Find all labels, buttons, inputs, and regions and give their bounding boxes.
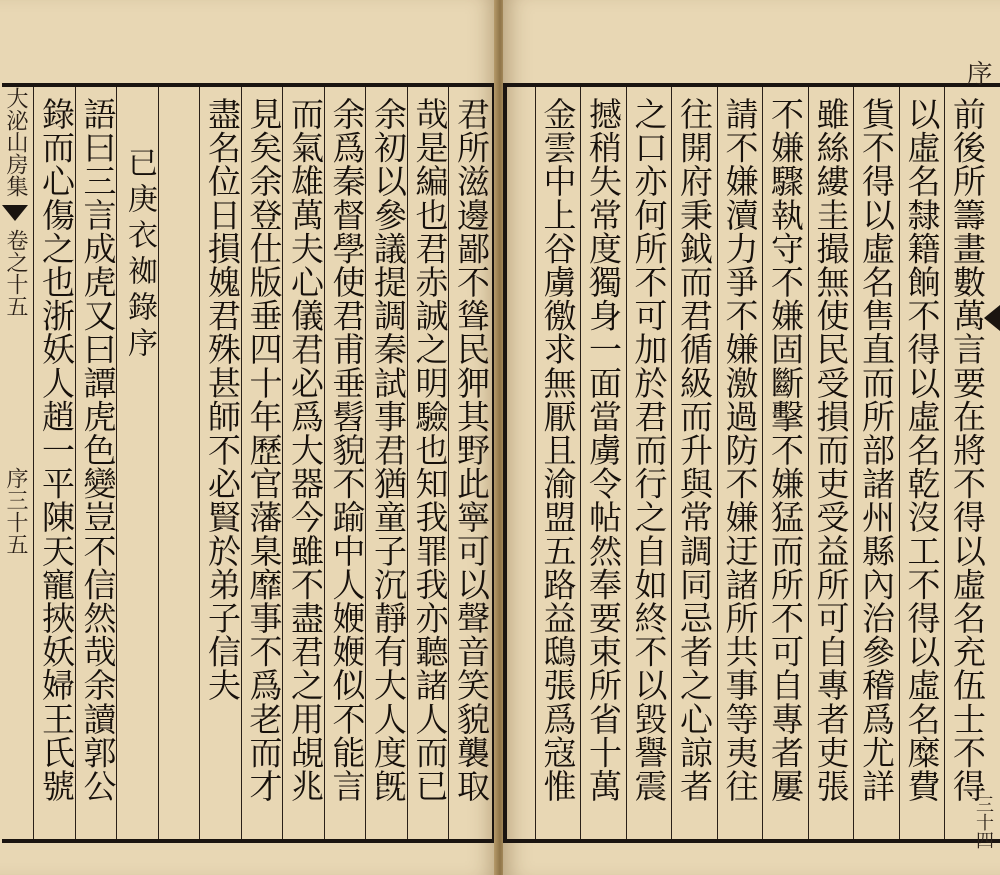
column-text: 而氣雄萬夫心儀君必爲大器今雖不盡君之用覘兆 xyxy=(286,97,325,803)
column-text: 雖絲縷圭撮無使民受損而吏受益所可自專者吏張 xyxy=(811,97,851,803)
text-column xyxy=(853,87,898,839)
column-text: 已庚衣袽錄序 xyxy=(122,147,157,363)
column-text: 請不嫌瀆力爭不嫌激過防不嫌迂諸所共事等夷往 xyxy=(720,97,760,803)
text-column xyxy=(75,87,120,839)
text-column xyxy=(282,87,327,839)
section-label: 序 xyxy=(3,467,28,489)
column-text: 不嫌驟執守不嫌固斷擊不嫌猛而所不可自專者屢 xyxy=(766,97,805,803)
fishtail-mark-right xyxy=(984,305,1000,331)
right-margin-section: 序 xyxy=(962,60,992,86)
column-text: 往開府秉鉞而君循級而升與常調同忌者之心諒者 xyxy=(675,97,714,803)
text-column xyxy=(717,87,762,839)
column-text: 見矣余登仕版垂四十年歷官藩臬靡事不爲老而才 xyxy=(244,97,284,803)
column-text: 語曰三言成虎又曰譚虎色變豈不信然哉余讀郭公 xyxy=(78,97,118,803)
text-column xyxy=(407,87,452,839)
left-page-frame xyxy=(2,83,496,843)
text-column xyxy=(899,87,944,839)
column-text: 貨不得以虛名售直而所部諸州縣內治參稽爲尤詳 xyxy=(857,97,896,803)
text-column xyxy=(535,87,580,839)
column-text: 以虛名隸籍餉不得以虛名乾沒工不得以虛名糜費 xyxy=(902,97,942,803)
text-column xyxy=(944,87,989,839)
text-column xyxy=(762,87,807,839)
text-column xyxy=(365,87,410,839)
volume-label: 卷之十五 xyxy=(3,229,28,317)
text-column xyxy=(448,87,493,839)
left-page xyxy=(0,0,497,875)
fishtail-mark xyxy=(2,205,28,221)
column-text: 余爲秦督學使君甫垂髫貌不踰中人㛹㛹似不能言 xyxy=(327,97,367,803)
column-text: 錄而心傷之也浙妖人趙一平陳天寵挾妖婦王氏號 xyxy=(37,97,76,803)
book-title: 大泌山房集 xyxy=(3,87,28,197)
right-page-frame xyxy=(503,83,1000,843)
folio-number: 三十五 xyxy=(3,489,28,555)
column-text: 撼稍失常度獨身一面當虜令帖然奉要束所省十萬 xyxy=(584,97,623,803)
right-page xyxy=(503,0,1000,875)
text-column xyxy=(199,87,244,839)
column-text: 哉是編也君赤誠之明驗也知我罪我亦聽諸人而已 xyxy=(410,97,450,803)
text-column xyxy=(116,87,161,839)
text-column xyxy=(241,87,286,839)
right-margin-folio: 三十四 xyxy=(973,795,994,849)
text-column xyxy=(626,87,671,839)
text-column xyxy=(808,87,853,839)
column-text: 君所滋邊鄙不聳民狎其野此寧可以聲音笑貌襲取 xyxy=(452,97,491,803)
text-column xyxy=(324,87,369,839)
text-column xyxy=(158,87,203,839)
text-column xyxy=(580,87,625,839)
column-text: 前後所籌畫數萬言要在將不得以虛名充伍士不得 xyxy=(948,97,987,803)
column-text: 之口亦何所不可加於君而行之自如終不以毀譽震 xyxy=(629,97,669,803)
column-text: 余初以參議提調秦試事君猶童子沉靜有大人度旣 xyxy=(369,97,408,803)
left-margin-strip xyxy=(2,87,28,839)
text-column xyxy=(671,87,716,839)
text-column xyxy=(33,87,78,839)
column-text: 金雲中上谷虜徼求無厭且渝盟五路益鴟張爲寇惟 xyxy=(538,97,578,803)
column-text: 盡名位日損媿君殊甚師不必賢於弟子信夫 xyxy=(203,97,242,702)
